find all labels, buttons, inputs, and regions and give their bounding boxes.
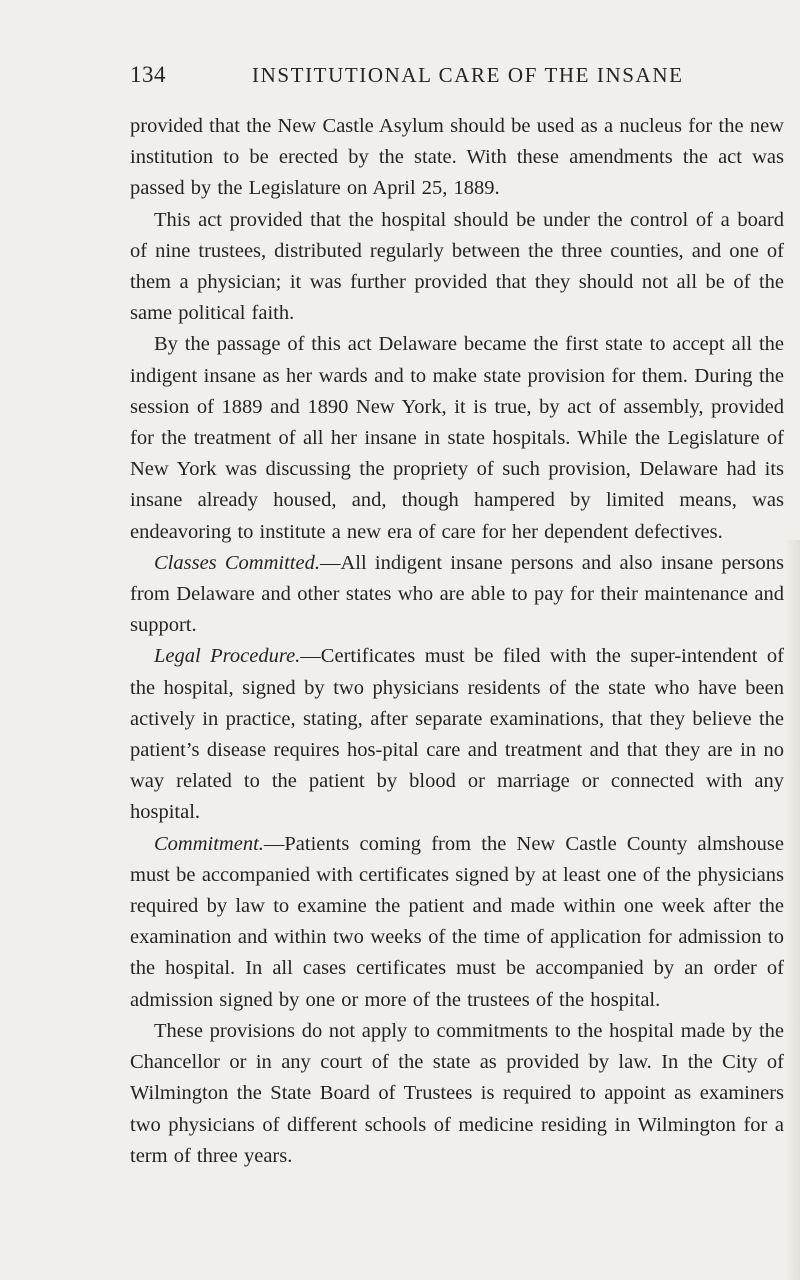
paragraph	[130, 1016, 784, 1172]
run-in-heading: Legal Procedure.	[154, 645, 301, 668]
paragraph	[130, 205, 784, 330]
paragraph-text: By the passage of this act Delaware became the first state to accept all the indigent insane as her wards and to make state provision for them. During the session of 1889 and 1890 New York, it is true, by act of assembly, provided for the treatment of all her insane in state hospitals. While the Legislature of New York was discussing the propriety of such provision, Delaware had its insane already housed, and, though hampered by limited means, was endeavoring to institute a new era of care for her dependent defectives.	[130, 333, 784, 543]
paragraph-text: —Patients coming from the New Castle County almshouse must be accompanied with certificates signed by at least one of the physicians required by law to examine the patient and made within one week after the examination and within two weeks of the time of application for admission to the hospital. In all cases certificates must be accompanied by an order of admission signed by one or more of the trustees of the hospital.	[130, 832, 784, 1011]
page-edge-shading	[786, 540, 800, 1280]
paragraph	[130, 329, 784, 547]
paragraph	[130, 829, 784, 1016]
paragraph-text: This act provided that the hospital should be under the control of a board of nine trustees, distributed regularly between the three counties, and one of them a physician; it was further provided that they should not all be of the same political faith.	[130, 208, 784, 325]
paragraph	[130, 111, 784, 205]
paragraph-text: —Certificates must be filed with the super-intendent of the hospital, signed by two physicians residents of the state who have been actively in practice, stating, after separate examinations, that they believe the patient’s disease requires hos-pital care and treatment and that they are in no way related to the patient by blood or marriage or connected with any hospital.	[130, 645, 785, 824]
body-text	[130, 111, 784, 1172]
paragraph-text: provided that the New Castle Asylum should be used as a nucleus for the new institution to be erected by the state. With these amendments the act was passed by the Legislature on April 25, 1889.	[130, 115, 784, 200]
run-in-heading: Classes Committed.	[154, 551, 320, 574]
paragraph	[130, 548, 784, 642]
run-in-heading: Commitment.	[154, 832, 264, 855]
paragraph-text: —All indigent insane persons and also insane persons from Delaware and other states who are able to pay for their maintenance and support.	[130, 551, 784, 637]
paragraph-text: These provisions do not apply to commitments to the hospital made by the Chancellor or in any court of the state as provided by law. In the City of Wilmington the State Board of Trustees is required to appoint as examiners two physicians of different schools of medicine residing in Wilmington for a term of three years.	[130, 1019, 784, 1167]
running-title: INSTITUTIONAL CARE OF THE INSANE	[252, 63, 684, 87]
paragraph	[130, 641, 784, 828]
page-number: 134	[130, 62, 166, 87]
